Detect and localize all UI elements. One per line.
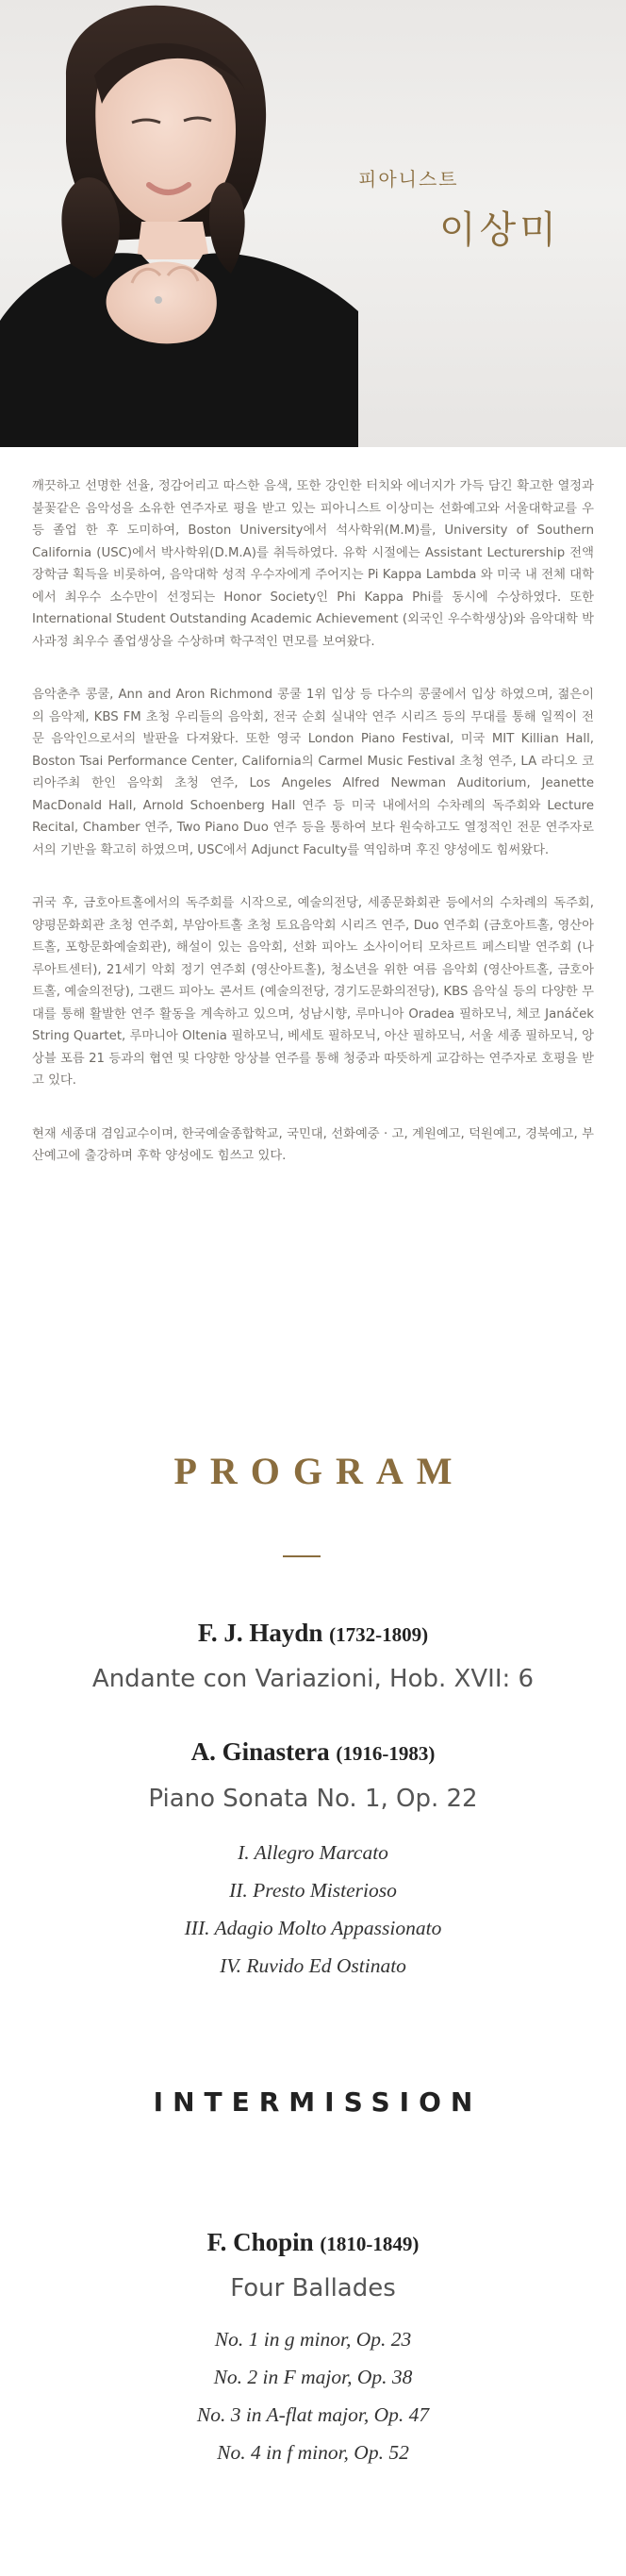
- ballade: No. 4 in f minor, Op. 52: [217, 2441, 409, 2464]
- bio-paragraph: 귀국 후, 금호아트홀에서의 독주회를 시작으로, 예술의전당, 세종문화회관 등에서의 수차례의 독주회, 양평문화회관 초청 연주회, 부암아트홀 초청 토요음악회 시리즈 연주, Duo 연주회 (금호아트홀, 영산아트홀, 포항문화예술회관), 해설이 있는 음악회, 선화 피아노 소사이어티 모차르트 페스티발 연주회 (나루아트센터), 21세기 악회 정기 연주회 (영산아트홀), 청소년을 위한 여름 음악회 (영산아트홀, 금호아트홀, 예술의전당), 그랜드 피아노 콘서트 (예술의전당, 경기도문화의전당), KBS 음악실 등의 다양한 무대를 통해 활발한 연주 활동을 계속하고 있으며, 성남시향, 루마니아 Oradea 필하모닉, 체코 Janáček String Quartet, 루마니아 Oltenia 필하모닉, 베세토 필하모닉, 아산 필하모닉, 서울 세종 필하모닉, 앙상블 포름 21 등과의 협연 및 다양한 앙상블 연주를 통해 청중과 따뜻하게 교감하는 연주자로 호평을 받고 있다.: [32, 896, 594, 1088]
- program-heading: PROGRAM: [173, 1450, 466, 1492]
- intermission-label: INTERMISSION: [153, 2086, 483, 2118]
- bio-paragraph: 음악춘추 콩쿨, Ann and Aron Richmond 콩쿨 1위 입상 등 다수의 콩쿨에서 입상 하였으며, 젊은이의 음악제, KBS FM 초청 우리들의 음악회, 전국 순회 실내악 연주 시리즈 등의 무대를 통해 일찍이 전문 음악인으로서의 발판을 다져왔다. 또한 영국 London Piano Festival, 미국 MIT Killian Hall, Boston Tsai Performance Center, California의 Carmel Music Festival 초청 연주, LA 라디오 코리아주최 한인 음악회 초청 연주, Los Angeles Alfred Newman Auditorium, Jeanette MacDonald Hall, Arnold Schoenberg Hall 연주 등 미국 내에서의 수차례의 독주회와 Lecture Recital, Chamber 연주, Two Piano Duo 연주 등을 통하여 보다 원숙하고도 열정적인 전문 연주자로서의 기반을 확고히 하였으며, USC에서 Adjunct Faculty를 역임하며 후진 양성에도 힘써왔다.: [32, 688, 594, 857]
- ballade: No. 1 in g minor, Op. 23: [214, 2328, 412, 2351]
- composer-years: (1810-1849): [320, 2233, 420, 2255]
- ballade: No. 3 in A-flat major, Op. 47: [196, 2403, 430, 2426]
- movement: IV. Ruvido Ed Ostinato: [220, 1954, 406, 1977]
- bio-paragraph: 현재 세종대 겸임교수이며, 한국예술종합학교, 국민대, 선화예중 · 고, 계원예고, 덕원예고, 경북예고, 부산예고에 출강하며 후학 양성에도 힘쓰고 있다.: [32, 1126, 594, 1163]
- composer-name: A. Ginastera: [190, 1737, 330, 1766]
- movement: III. Adagio Molto Appassionato: [184, 1917, 442, 1939]
- ballade: No. 2 in F major, Op. 38: [213, 2366, 413, 2388]
- movement: I. Allegro Marcato: [238, 1841, 388, 1864]
- work-title: Four Ballades: [230, 2274, 396, 2302]
- hero-section: [0, 0, 626, 447]
- hero-subtitle: 피아니스트: [358, 168, 459, 191]
- composer-name: F. J. Haydn: [197, 1619, 323, 1647]
- divider: [283, 1555, 321, 1557]
- composer-haydn: [0, 1619, 626, 1648]
- composer-years: (1732-1809): [329, 1623, 429, 1646]
- bio-paragraph: 깨끗하고 선명한 선율, 정감어리고 따스한 음색, 또한 강인한 터치와 에너지가 가득 담긴 확고한 열정과 불꽃같은 음악성을 소유한 연주자로 평을 받고 있는 피아니스트 이상미는 선화예고와 서울대학교를 우등 졸업 한 후 도미하여, Boston University에서 석사학위(M.M)를, University of Southern California (USC)에서 박사학위(D.M.A)를 취득하였다. 유학 시절에는 Assistant Lecturership 전액 장학금 획득을 비롯하여, 음악대학 성적 우수자에게 주어지는 Pi Kappa Lambda 와 미국 내 전체 대학에서 최우수 소수만이 선정되는 Honor Society인 Phi Kappa Phi를 동시에 수상하였다. 또한 International Student Outstanding Academic Achievement (외국인 우수학생상)와 음악대학 박사과정 최우수 졸업생상을 수상하며 학구적인 면모를 보여왔다.: [32, 479, 594, 649]
- biography: [32, 475, 594, 1199]
- composer-name: F. Chopin: [206, 2228, 314, 2256]
- movement-list: [0, 1834, 626, 1985]
- composer-years: (1916-1983): [336, 1742, 436, 1765]
- work-title: Piano Sonata No. 1, Op. 22: [148, 1785, 478, 1813]
- composer-ginastera: [0, 1737, 626, 1767]
- work-title: Andante con Variazioni, Hob. XVII: 6: [91, 1665, 535, 1693]
- movement: II. Presto Misterioso: [229, 1879, 397, 1902]
- pianist-portrait-photo: [0, 0, 358, 447]
- pianist-name: 이상미: [439, 208, 560, 252]
- ballade-list: [0, 2320, 626, 2471]
- composer-chopin: [0, 2228, 626, 2257]
